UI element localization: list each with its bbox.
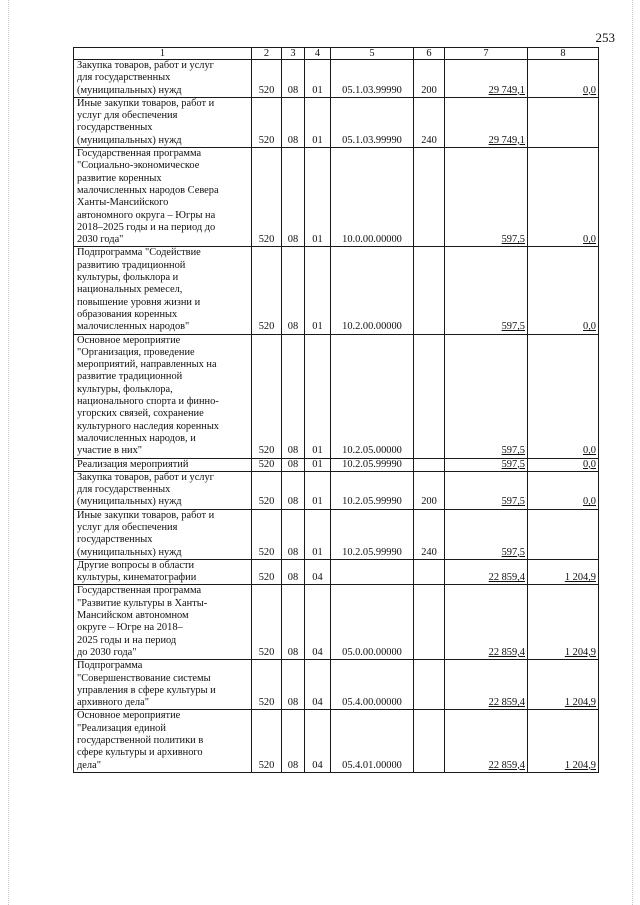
federal-amount-cell: 1 204,9: [528, 660, 599, 710]
federal-amount-cell: 0,0: [528, 334, 599, 458]
ministry-code-cell: 520: [252, 710, 282, 772]
section-code-cell: 08: [282, 60, 305, 98]
target-article-cell: 10.2.05.99990: [331, 509, 414, 559]
ministry-code-cell: 520: [252, 471, 282, 509]
federal-amount-cell: 0,0: [528, 471, 599, 509]
target-article-cell: 10.2.00.00000: [331, 247, 414, 334]
column-header: 1: [74, 48, 252, 60]
ministry-code-cell: 520: [252, 60, 282, 98]
column-header: 5: [331, 48, 414, 60]
subsection-code-cell: 01: [305, 334, 331, 458]
amount-cell: 597,5: [445, 334, 528, 458]
section-code-cell: 08: [282, 559, 305, 585]
section-code-cell: 08: [282, 585, 305, 660]
target-article-cell: 05.0.00.00000: [331, 585, 414, 660]
item-name-cell: Иные закупки товаров, работ и услуг для обеспечения государственных (муниципальных) нужд: [74, 509, 252, 559]
expense-type-cell: [414, 710, 445, 772]
federal-amount-cell: 0,0: [528, 458, 599, 471]
item-name-cell: Реализация мероприятий: [74, 458, 252, 471]
item-name-cell: Подпрограмма "Содействие развитию традиционной культуры, фольклора и национальных ремесел, повышение уровня жизни и образования коренных малочисленных народов": [74, 247, 252, 334]
column-number-header: [74, 48, 599, 60]
column-header: 7: [445, 48, 528, 60]
expense-type-cell: [414, 585, 445, 660]
ministry-code-cell: 520: [252, 97, 282, 147]
target-article-cell: 05.4.00.00000: [331, 660, 414, 710]
subsection-code-cell: 01: [305, 458, 331, 471]
table-row: [74, 97, 599, 147]
table-row: [74, 509, 599, 559]
subsection-code-cell: 01: [305, 97, 331, 147]
section-code-cell: 08: [282, 710, 305, 772]
ministry-code-cell: 520: [252, 660, 282, 710]
expense-type-cell: 240: [414, 509, 445, 559]
scan-left-margin: [8, 0, 9, 905]
table-row: [74, 471, 599, 509]
target-article-cell: [331, 559, 414, 585]
target-article-cell: 05.4.01.00000: [331, 710, 414, 772]
ministry-code-cell: 520: [252, 247, 282, 334]
table-body: [74, 60, 599, 773]
federal-amount-cell: [528, 509, 599, 559]
amount-cell: 597,5: [445, 471, 528, 509]
section-code-cell: 08: [282, 458, 305, 471]
subsection-code-cell: 01: [305, 509, 331, 559]
table-row: [74, 247, 599, 334]
column-header: 4: [305, 48, 331, 60]
target-article-cell: 10.2.05.00000: [331, 334, 414, 458]
table-row: [74, 710, 599, 772]
ministry-code-cell: 520: [252, 148, 282, 247]
amount-cell: 29 749,1: [445, 60, 528, 98]
expense-type-cell: [414, 334, 445, 458]
budget-table: [73, 47, 599, 773]
section-code-cell: 08: [282, 97, 305, 147]
subsection-code-cell: 04: [305, 585, 331, 660]
item-name-cell: Закупка товаров, работ и услуг для государственных (муниципальных) нужд: [74, 471, 252, 509]
item-name-cell: Государственная программа "Социально-экономическое развитие коренных малочисленных народов Севера Ханты-Мансийского автономного округа – Югры на 2018–2025 годы и на период до 2030 года": [74, 148, 252, 247]
expense-type-cell: [414, 247, 445, 334]
column-header: 8: [528, 48, 599, 60]
target-article-cell: 10.2.05.99990: [331, 471, 414, 509]
section-code-cell: 08: [282, 334, 305, 458]
amount-cell: 597,5: [445, 247, 528, 334]
section-code-cell: 08: [282, 509, 305, 559]
amount-cell: 597,5: [445, 509, 528, 559]
federal-amount-cell: [528, 97, 599, 147]
column-header: 3: [282, 48, 305, 60]
amount-cell: 597,5: [445, 458, 528, 471]
expense-type-cell: 240: [414, 97, 445, 147]
subsection-code-cell: 04: [305, 660, 331, 710]
target-article-cell: 05.1.03.99990: [331, 60, 414, 98]
federal-amount-cell: 1 204,9: [528, 710, 599, 772]
subsection-code-cell: 01: [305, 247, 331, 334]
item-name-cell: Подпрограмма "Совершенствование системы управления в сфере культуры и архивного дела": [74, 660, 252, 710]
amount-cell: 22 859,4: [445, 660, 528, 710]
subsection-code-cell: 04: [305, 559, 331, 585]
item-name-cell: Основное мероприятие "Организация, проведение мероприятий, направленных на развитие традиционной культуры, фольклора, национального спорта и финно- угорских связей, сохранение культурного наследия коренных малочисленных народов, и участие в них": [74, 334, 252, 458]
expense-type-cell: [414, 660, 445, 710]
table-row: [74, 458, 599, 471]
item-name-cell: Государственная программа "Развитие культуры в Ханты- Мансийском автономном округе – Югре на 2018– 2025 годы и на период до 2030 года": [74, 585, 252, 660]
section-code-cell: 08: [282, 660, 305, 710]
subsection-code-cell: 01: [305, 471, 331, 509]
item-name-cell: Закупка товаров, работ и услуг для государственных (муниципальных) нужд: [74, 60, 252, 98]
item-name-cell: Основное мероприятие "Реализация единой государственной политики в сфере культуры и архивного дела": [74, 710, 252, 772]
amount-cell: 29 749,1: [445, 97, 528, 147]
table-row: [74, 60, 599, 98]
table-row: [74, 660, 599, 710]
page-number: 253: [595, 30, 615, 45]
federal-amount-cell: 0,0: [528, 247, 599, 334]
section-code-cell: 08: [282, 247, 305, 334]
expense-type-cell: [414, 148, 445, 247]
expense-type-cell: 200: [414, 60, 445, 98]
target-article-cell: 05.1.03.99990: [331, 97, 414, 147]
federal-amount-cell: 1 204,9: [528, 559, 599, 585]
federal-amount-cell: 1 204,9: [528, 585, 599, 660]
amount-cell: 22 859,4: [445, 559, 528, 585]
column-header: 6: [414, 48, 445, 60]
ministry-code-cell: 520: [252, 559, 282, 585]
item-name-cell: Другие вопросы в области культуры, кинематографии: [74, 559, 252, 585]
ministry-code-cell: 520: [252, 509, 282, 559]
item-name-cell: Иные закупки товаров, работ и услуг для обеспечения государственных (муниципальных) нужд: [74, 97, 252, 147]
federal-amount-cell: 0,0: [528, 60, 599, 98]
expense-type-cell: [414, 559, 445, 585]
subsection-code-cell: 01: [305, 148, 331, 247]
column-header: 2: [252, 48, 282, 60]
expense-type-cell: 200: [414, 471, 445, 509]
target-article-cell: 10.2.05.99990: [331, 458, 414, 471]
subsection-code-cell: 04: [305, 710, 331, 772]
subsection-code-cell: 01: [305, 60, 331, 98]
ministry-code-cell: 520: [252, 585, 282, 660]
amount-cell: 22 859,4: [445, 585, 528, 660]
ministry-code-cell: 520: [252, 334, 282, 458]
ministry-code-cell: 520: [252, 458, 282, 471]
expense-type-cell: [414, 458, 445, 471]
table-row: [74, 148, 599, 247]
table-row: [74, 334, 599, 458]
section-code-cell: 08: [282, 148, 305, 247]
table-row: [74, 559, 599, 585]
section-code-cell: 08: [282, 471, 305, 509]
amount-cell: 22 859,4: [445, 710, 528, 772]
federal-amount-cell: 0,0: [528, 148, 599, 247]
scan-right-margin: [632, 0, 633, 905]
target-article-cell: 10.0.00.00000: [331, 148, 414, 247]
amount-cell: 597,5: [445, 148, 528, 247]
table-row: [74, 585, 599, 660]
